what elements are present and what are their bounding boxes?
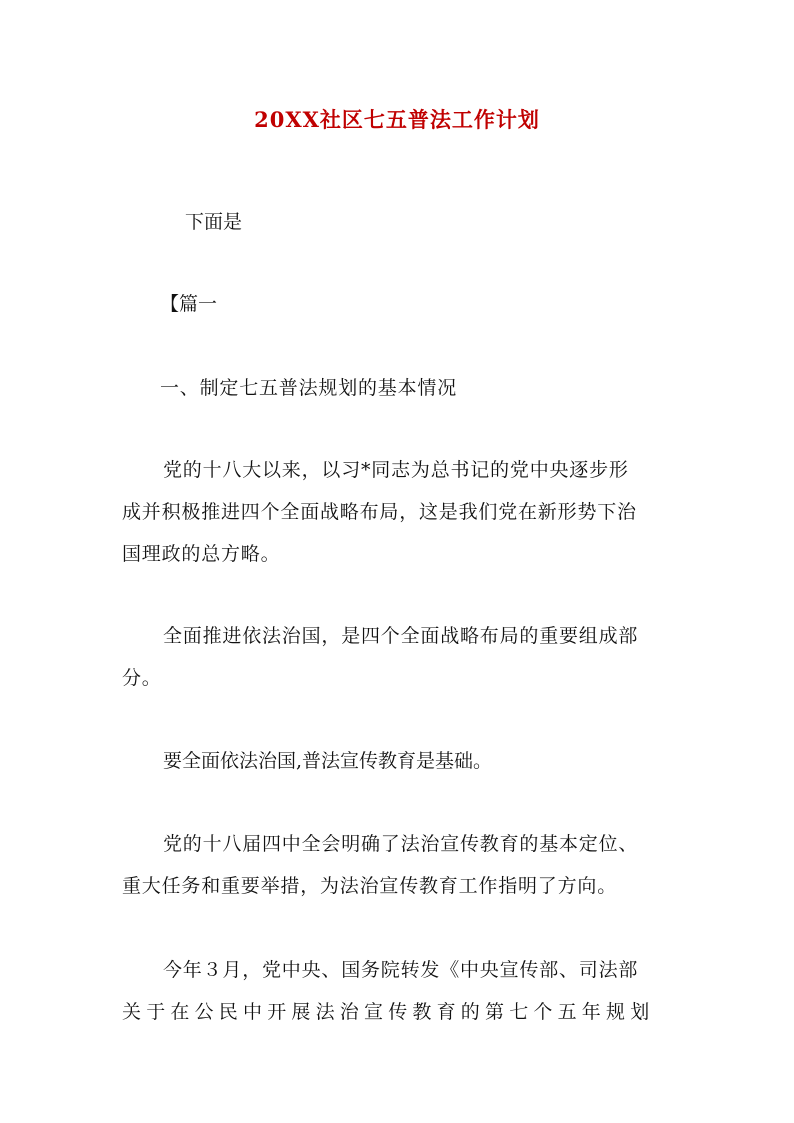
paragraph-4-line-2: 重大任务和重要举措，为法治宣传教育工作指明了方向。	[122, 875, 618, 897]
part-label: 【篇一	[160, 293, 218, 315]
paragraph-5-line-1: 今年３月，党中央、国务院转发《中央宣传部、司法部	[163, 959, 639, 981]
paragraph-1-line-2: 成并积极推进四个全面战略布局，这是我们党在新形势下治	[122, 501, 637, 523]
section-heading: 一、制定七五普法规划的基本情况	[160, 377, 458, 399]
paragraph-2-line-1: 全面推进依法治国，是四个全面战略布局的重要组成部	[163, 625, 639, 647]
paragraph-1-line-3: 国理政的总方略。	[122, 543, 281, 565]
paragraph-1-line-1: 党的十八大以来，以习*同志为总书记的党中央逐步形	[163, 459, 629, 481]
document-title: 20XX社区七五普法工作计划	[254, 107, 540, 132]
paragraph-2-line-2: 分。	[122, 667, 162, 689]
paragraph-3-line-1: 要全面依法治国,普法宣传教育是基础。	[163, 750, 493, 772]
paragraph-5-line-2: 关于在公民中开展法治宣传教育的第七个五年规划	[122, 1001, 655, 1023]
intro-text: 下面是	[185, 211, 243, 233]
paragraph-4-line-1: 党的十八届四中全会明确了法治宣传教育的基本定位、	[163, 833, 639, 855]
